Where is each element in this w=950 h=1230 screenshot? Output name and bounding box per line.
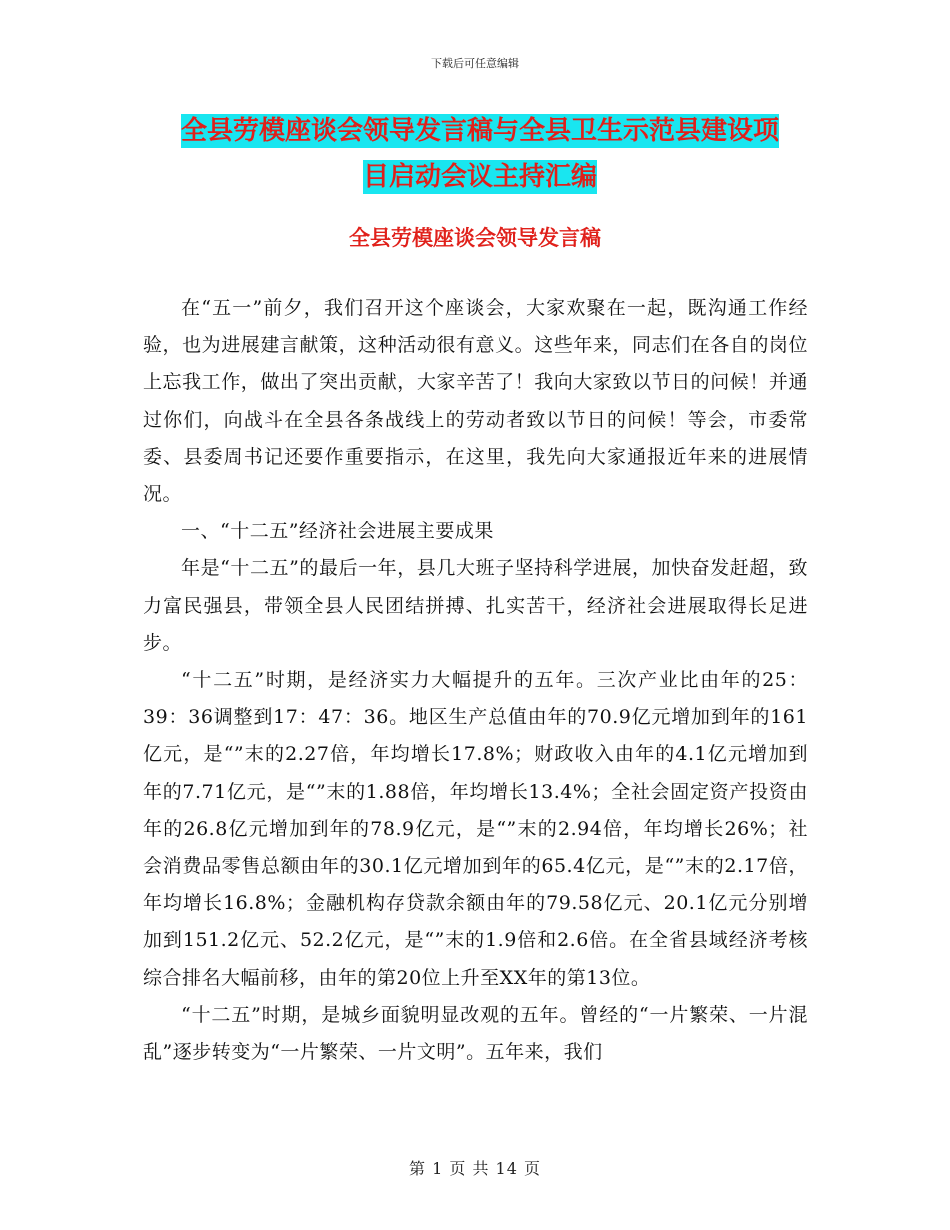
paragraph: “十二五”时期，是经济实力大幅提升的五年。三次产业比由年的25：39：36调整到17：47：36。地区生产总值由年的70.9亿元增加到年的161亿元，是“”末的2.27倍，年均增长17.8%；财政收入由年的4.1亿元增加到年的7.71亿元，是“”末的1.88倍，年均增长13.4%；全社会固定资产投资由年的26.8亿元增加到年的78.9亿元，是“”末的2.94倍，年均增长26%；社会消费品零售总额由年的30.1亿元增加到年的65.4亿元，是“”末的2.17倍，年均增长16.8%；金融机构存贷款余额由年的79.58亿元、20.1亿元分别增加到151.2亿元、52.2亿元，是“”末的1.9倍和2.6倍。在全省县域经济考核综合排名大幅前移，由年的第20位上升至XX年的第13位。 bbox=[143, 669, 808, 989]
page-number: 第 1 页 共 14 页 bbox=[409, 1159, 541, 1178]
document-title bbox=[150, 108, 810, 200]
section-title: 全县劳模座谈会领导发言稿 bbox=[349, 226, 601, 250]
header-note: 下载后可任意编辑 bbox=[431, 57, 519, 70]
body-text bbox=[143, 290, 808, 1071]
paragraph: 年是“十二五”的最后一年，县几大班子坚持科学进展，加快奋发赶超，致力富民强县，带领全县人民团结拼搏、扎实苦干，经济社会进展取得长足进步。 bbox=[143, 557, 808, 654]
paragraph-heading: 一、“十二五”经济社会进展主要成果 bbox=[181, 520, 494, 543]
paragraph: 在“五一”前夕，我们召开这个座谈会，大家欢聚在一起，既沟通工作经验，也为进展建言献策，这种活动很有意义。这些年来，同志们在各自的岗位上忘我工作，做出了突出贡献，大家辛苦了！我向大家致以节日的问候！并通过你们，向战斗在全县各条战线上的劳动者致以节日的问候！等会，市委常委、县委周书记还要作重要指示，在这里，我先向大家通报近年来的进展情况。 bbox=[143, 297, 808, 506]
document-title-line-1: 全县劳模座谈会领导发言稿与全县卫生示范县建设项 bbox=[180, 116, 779, 146]
paragraph: “十二五”时期，是城乡面貌明显改观的五年。曾经的“一片繁荣、一片混乱”逐步转变为“一片繁荣、一片文明”。五年来，我们 bbox=[143, 1003, 808, 1064]
document-title-line-2: 目启动会议主持汇编 bbox=[362, 162, 597, 192]
